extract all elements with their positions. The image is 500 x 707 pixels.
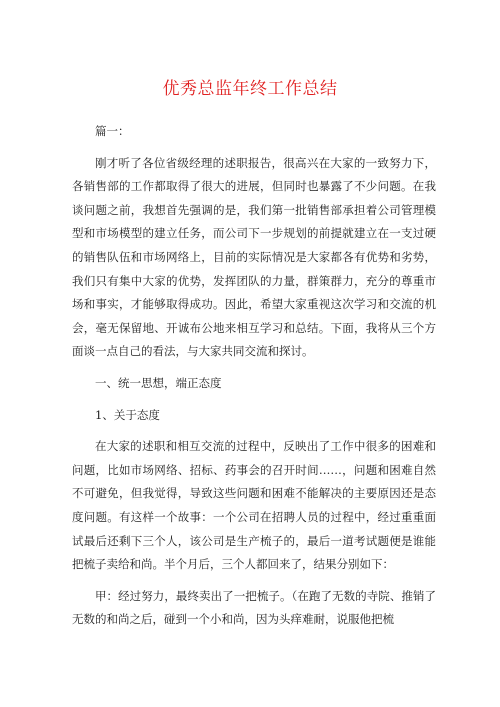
paragraph-3: 甲：经过努力，最终卖出了一把梳子。（在跑了无数的寺院、推销了无数的和尚之后，碰到一个小和尚，因为头痒难耐，说服他把梳: [72, 588, 436, 627]
spacer: [72, 427, 436, 435]
spacer: [72, 396, 436, 404]
paragraph-1: 刚才听了各位省级经理的述职报告，很高兴在大家的一致努力下，各销售部的工作都取得了很大的进展，但同时也暴露了不少问题。在我谈问题之前，我想首先强调的是，我们第一批销售部承担着公司管理模型和市场模型的建立任务，而公司下一步规划的前提就建立在一支过硬的销售队伍和市场网络上，目前的实际情况是大家都各有优势和劣势，我们只有集中大家的优势，发挥团队的力量，群策群力，充分的尊重市场和事实，才能够取得成功。因此，希望大家重视这次学习和交流的机会，毫无保留地、开诚布公地来相互学习和总结。下面，我将从三个方面谈一点自己的看法，与大家共同交流和探讨。: [72, 155, 436, 359]
heading-attitude: 1、关于态度: [95, 407, 160, 422]
document-body: [72, 120, 436, 632]
section-label: 篇一：: [95, 124, 130, 138]
spacer: [72, 364, 436, 372]
spacer: [72, 577, 436, 585]
spacer: [72, 144, 436, 152]
document-title: 优秀总监年终工作总结: [162, 79, 338, 99]
heading-unify-thinking: 一、统一思想，端正态度: [95, 375, 222, 390]
paragraph-2: 在大家的述职和相互交流的过程中，反映出了工作中很多的困难和问题，比如市场网络、招标、药事会的召开时间……，问题和困难自然不可避免，但我觉得，导致这些问题和困难不能解决的主要原因还是态度问题。有这样一个故事：一个公司在招聘人员的过程中，经过重重面试最后还剩下三个人，该公司是生产梳子的，最后一道考试题便是谁能把梳子卖给和尚。半个月后，三个人都回来了，结果分别如下：: [72, 439, 436, 572]
